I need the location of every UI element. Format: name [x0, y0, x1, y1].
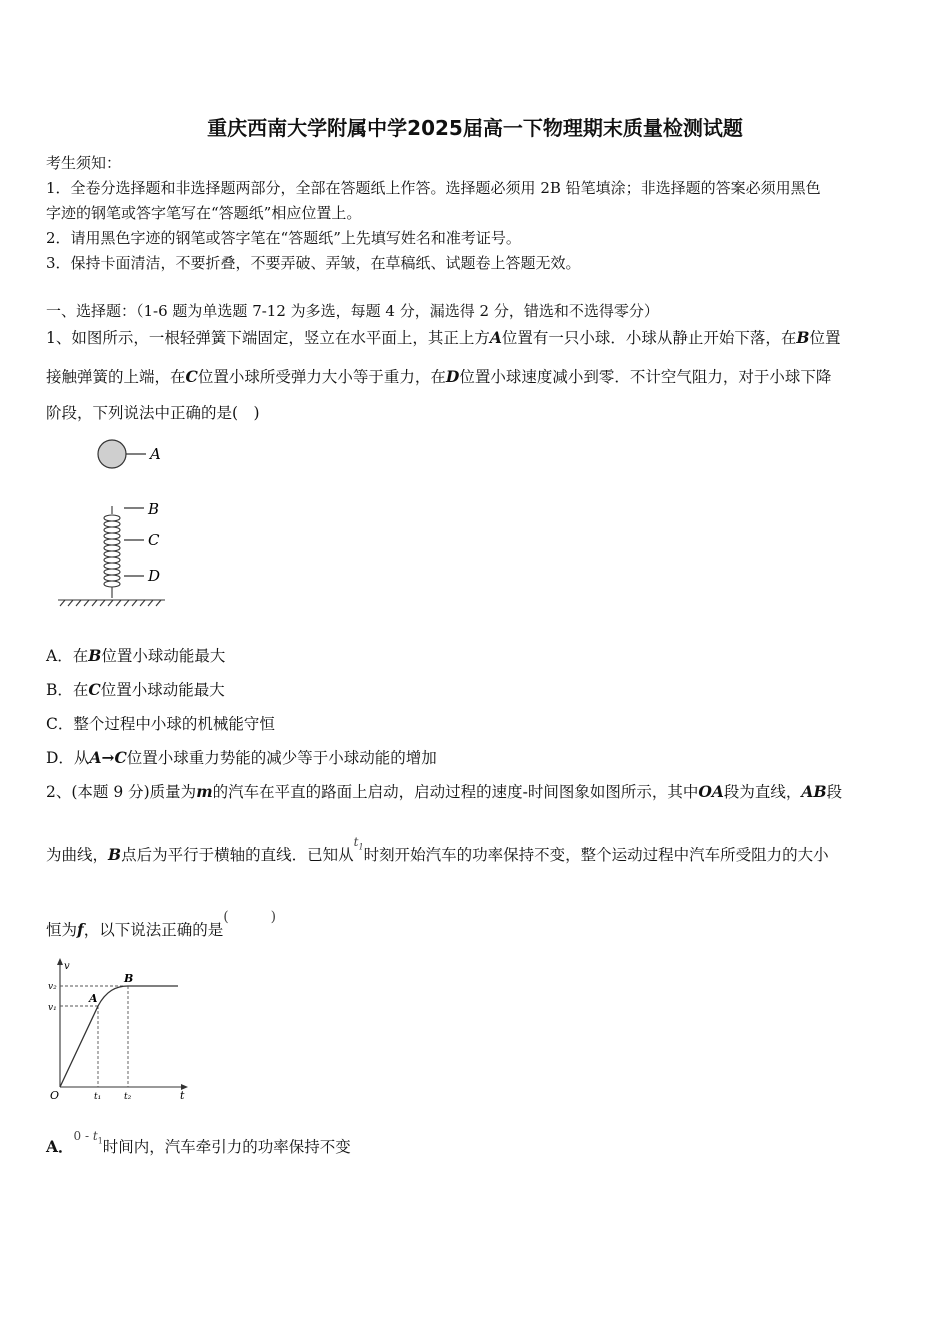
q2-option-a[interactable]: [46, 1129, 351, 1157]
answer-paren: ( ): [223, 909, 277, 925]
spring: [104, 506, 120, 598]
vt-graph: [44, 955, 204, 1103]
page-title: 重庆西南大学附属中学2025届高一下物理期末质量检测试题: [207, 116, 743, 140]
option-text: A．在: [46, 647, 89, 665]
q2-text: 时间图象如图所示，其中: [527, 783, 699, 801]
q1-option-d[interactable]: [46, 746, 437, 768]
option-math: [73, 1129, 103, 1146]
t1-symbol: t: [353, 835, 359, 849]
q2-var-f: f: [77, 920, 84, 939]
q1-text: 位置小球所受弹力大小等于重力，在: [197, 368, 446, 386]
q1-var-d: D: [445, 367, 460, 386]
q1-text: 1、如图所示，一根轻弹簧下端固定，竖立在水平面上，其正上方: [46, 329, 490, 347]
q2-text: 的汽车在平直的路面上启动，启动过程的速度: [212, 783, 523, 801]
q2-text: 段: [826, 783, 843, 801]
point-b: B: [124, 972, 134, 985]
notice-line-1b: 字迹的钢笔或答字笔写在“答题纸”相应位置上。: [46, 204, 362, 222]
q2-t1: [353, 835, 364, 852]
notice-line-3: 3．保持卡面清洁，不要折叠，不要弄破、弄皱，在草稿纸、试题卷上答题无效。: [46, 254, 581, 272]
q2-var-m: m: [196, 782, 213, 801]
section-heading: 一、选择题：（1-6 题为单选题 7-12 为多选，每题 4 分，漏选得 2 分，错选和不选得零分）: [46, 302, 659, 320]
math-t: t: [92, 1129, 98, 1143]
q2-text: 段为直线，: [723, 783, 802, 801]
axis-label-v: v: [64, 961, 70, 972]
q2-text: 时刻开始汽车的功率保持不变，整个运动过程中汽车所受阻力的大小: [363, 846, 829, 864]
q2-line-2: [46, 835, 829, 865]
option-var: B: [88, 646, 102, 665]
ground: [58, 600, 165, 606]
notice-line-1a: 1．全卷分选择题和非选择题两部分，全部在答题纸上作答。选择题必须用 2B 铅笔填涂；非选择题的答案必须用黑色: [46, 179, 821, 197]
q2-var-oa: OA: [698, 782, 724, 801]
label-c: C: [148, 531, 160, 549]
vt-curve: [60, 986, 178, 1087]
axis-label-t: t: [180, 1089, 185, 1102]
q2-var-b: B: [108, 845, 122, 864]
tick-t1: t₁: [94, 1092, 102, 1102]
spring-figure: [50, 430, 180, 615]
ball: [98, 440, 126, 468]
option-text: B．在: [46, 681, 89, 699]
q2-line-3: [46, 909, 277, 940]
option-var: A→C: [89, 748, 127, 767]
q2-text: ，以下说法正确的是: [83, 921, 224, 939]
option-text: D．从: [46, 749, 90, 767]
tick-v1: v₁: [48, 1003, 57, 1013]
option-text: 位置小球动能最大: [101, 647, 226, 665]
tick-v2: v₂: [48, 982, 57, 992]
math-zero-dash: 0 -: [73, 1129, 90, 1143]
q1-var-a: A: [489, 328, 502, 347]
option-text: 时间内，汽车牵引力的功率保持不变: [102, 1138, 351, 1156]
label-a: A: [150, 445, 161, 463]
q1-text: 接触弹簧的上端，在: [46, 368, 186, 386]
q1-option-c[interactable]: C．整个过程中小球的机械能守恒: [46, 715, 275, 733]
q1-option-a[interactable]: [46, 644, 225, 666]
notice-heading: 考生须知：: [46, 154, 122, 172]
label-b: B: [148, 500, 160, 518]
origin-label: O: [50, 1089, 60, 1102]
q2-text: 恒为: [46, 921, 78, 939]
q2-text: 2、(本题 9 分)质量为: [46, 783, 197, 801]
q1-line-2: [46, 365, 831, 387]
q1-var-b: B: [796, 328, 810, 347]
t1-sub: 1: [358, 842, 364, 852]
label-d: D: [148, 567, 161, 585]
q1-var-c: C: [185, 367, 198, 386]
option-var: C: [88, 680, 101, 699]
q2-line-1: [46, 780, 842, 802]
option-text: 位置小球重力势能的减少等于小球动能的增加: [126, 749, 437, 767]
q1-text: 位置: [809, 329, 841, 347]
notice-line-2: 2．请用黑色字迹的钢笔或答字笔在“答题纸”上先填写姓名和准考证号。: [46, 229, 521, 247]
q1-line-3: 阶段，下列说法中正确的是( ): [46, 404, 260, 422]
q1-line-1: [46, 326, 841, 348]
option-label: A．: [46, 1137, 74, 1156]
math-sub: 1: [97, 1136, 103, 1146]
q1-text: 位置小球速度减小到零．不计空气阻力，对于小球下降: [459, 368, 832, 386]
q2-dash: -: [522, 783, 528, 801]
q2-var-ab: AB: [801, 782, 827, 801]
q1-text: 位置有一只小球．小球从静止开始下落，在: [501, 329, 797, 347]
q1-option-b[interactable]: [46, 678, 225, 700]
q2-text: 为曲线，: [46, 846, 109, 864]
q2-text: 点后为平行于横轴的直线．已知从: [121, 846, 354, 864]
point-a: A: [89, 992, 98, 1005]
tick-t2: t₂: [124, 1092, 132, 1102]
option-text: 位置小球动能最大: [100, 681, 225, 699]
